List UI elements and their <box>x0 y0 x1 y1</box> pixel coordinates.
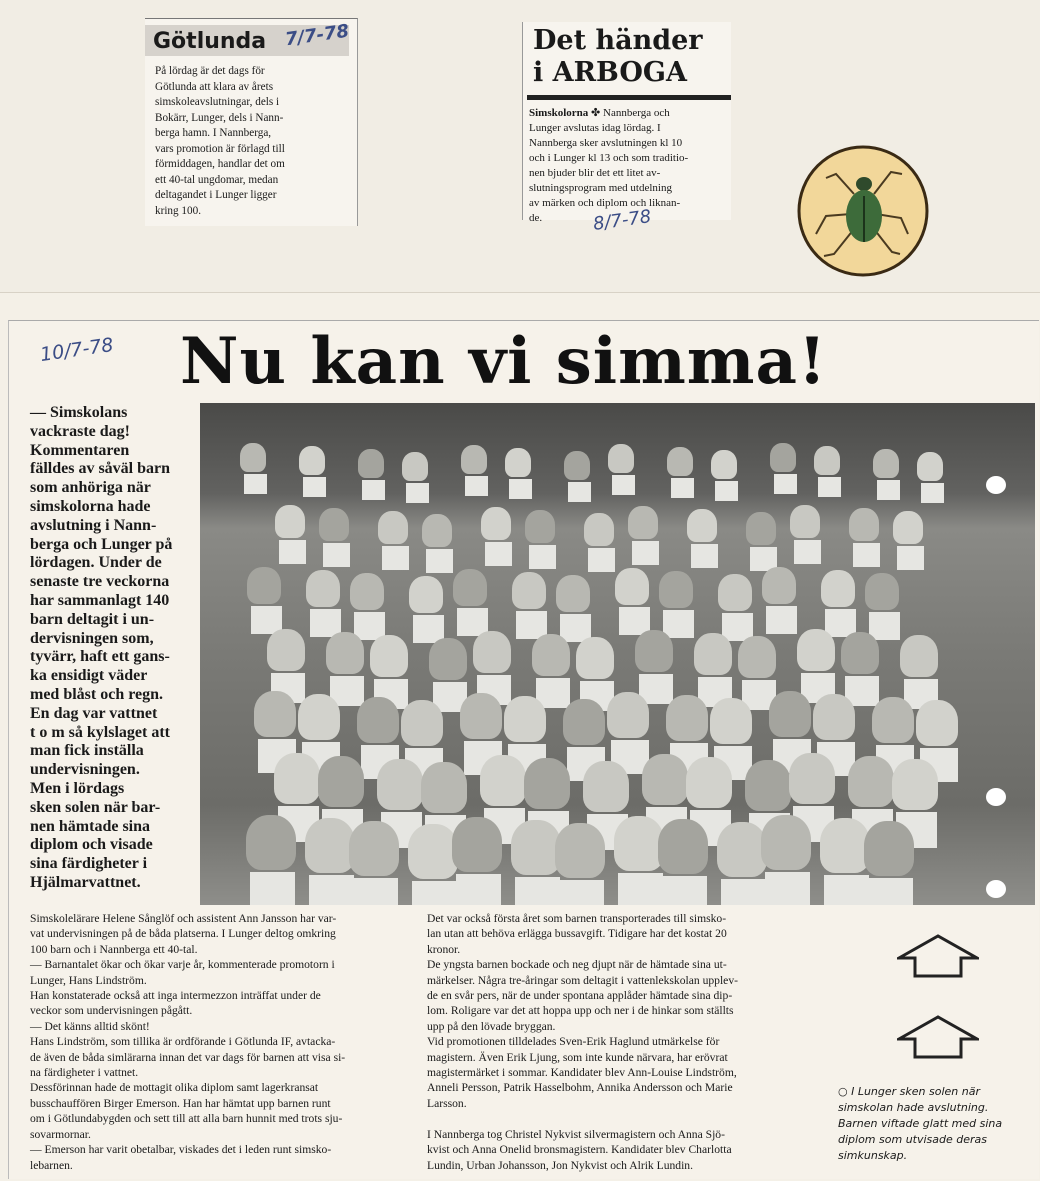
text-line: På lördag är det dags för <box>155 65 265 77</box>
headline: Nu kan vi simma! <box>180 324 828 399</box>
text-line: simskoleavslutningar, dels i <box>155 96 280 108</box>
text-line: Lunger, Hans Lindström. <box>30 973 147 987</box>
text-line: Nannberga sker avslutningen kl 10 <box>529 137 683 149</box>
child-figure <box>628 506 658 539</box>
text-line <box>427 1111 430 1126</box>
beetle-illustration-icon <box>796 144 930 278</box>
text-line: Men i lördags <box>30 779 125 797</box>
child-figure <box>864 821 914 876</box>
text-line: upp på den lövade bryggan. <box>427 1019 556 1033</box>
text-line: magistern. Även Erik Ljung, som inte kunde närvara, har erövrat <box>427 1050 728 1064</box>
diploma <box>412 881 457 905</box>
clipping-body <box>145 56 357 219</box>
text-line: slutningsprogram med utdelning <box>529 182 672 194</box>
child-figure <box>614 816 664 871</box>
text-line: av märken och diplom och liknan- <box>529 197 681 209</box>
child-figure <box>917 452 943 481</box>
text-line: ○ I Lunger sken solen när <box>838 1085 981 1098</box>
text-line: Dessförinnan hade de mottagit olika diplom samt lagerkransat <box>30 1081 319 1095</box>
child-figure <box>377 759 423 810</box>
diploma <box>715 481 738 502</box>
text-line: sovarmornar. <box>30 1127 91 1141</box>
text-line: Vid promotionen tilldelades Sven-Erik Haglund utmärkelse för <box>427 1035 720 1049</box>
text-line: Larsson. <box>427 1096 467 1110</box>
text-line: diplom och visade <box>30 836 153 854</box>
diploma <box>362 480 385 501</box>
child-figure <box>473 631 511 673</box>
child-figure <box>738 636 776 678</box>
text-line: Lunger avslutas idag lördag. I <box>529 122 661 134</box>
child-figure <box>402 452 428 481</box>
child-figure <box>761 815 811 870</box>
punch-hole <box>986 788 1006 806</box>
diploma <box>774 474 797 495</box>
child-figure <box>453 569 487 606</box>
diploma <box>921 483 944 504</box>
text-line: nen bjuder blir det ett litet av- <box>529 167 661 179</box>
child-figure <box>247 567 281 604</box>
text-line: tyvärr, haft ett gans- <box>30 648 170 666</box>
diploma <box>426 549 453 573</box>
clipping-body: Simskolorna ✤ Nannberga och Lunger avslutas idag lördag. I Nannberga sker avslutningen kl 10 och i Lunger kl 13 och som traditio- nen bjuder blir det ett litet av- slutningsprogram med utdelning av märken och diplom och liknan- de. <box>529 107 689 224</box>
text-line: Nannberga och <box>603 107 670 119</box>
text-line: deltagandet i Lunger ligger <box>155 189 277 201</box>
clipping-title <box>145 20 351 56</box>
child-figure <box>762 567 796 604</box>
child-figure <box>556 575 590 612</box>
child-figure <box>873 449 899 478</box>
child-figure <box>481 507 511 540</box>
text-line: 100 barn och i Nannberga ett 40-tal. <box>30 942 198 956</box>
text-line: na färdigheter i vattnet. <box>30 1066 139 1080</box>
child-figure <box>872 697 914 743</box>
text-line: Anneli Persson, Patrik Hasselbohm, Annika Andersson och Marie <box>427 1081 733 1095</box>
child-figure <box>746 512 776 545</box>
text-line: kronor. <box>427 942 461 956</box>
child-figure <box>511 820 561 875</box>
clipping-gotlunda <box>145 18 358 226</box>
child-figure <box>893 511 923 544</box>
diploma <box>691 544 718 568</box>
text-line: märkelser. Några tre-åringar som deltagit i vattenlekskolan upplev- <box>427 973 738 987</box>
text-line: — Det känns alltid skönt! <box>30 1019 150 1033</box>
diploma <box>456 874 501 905</box>
group-photo-children <box>200 403 1035 905</box>
text-line: magistermärket i sommar. Kandidater blev Ann-Louise Lindström, <box>427 1066 737 1080</box>
child-figure <box>504 696 546 742</box>
child-figure <box>892 759 938 810</box>
child-figure <box>814 446 840 475</box>
diploma <box>529 545 556 569</box>
text-line: vat undervisningen på de båda platserna. I Lunger deltog omkring <box>30 927 336 941</box>
arrow-up-icon <box>897 934 979 978</box>
text-line: dervisningen som, <box>30 629 154 647</box>
divider <box>527 95 731 100</box>
diploma <box>853 543 880 567</box>
child-figure <box>564 451 590 480</box>
text-line: Bokärr, Lunger, dels i Nann- <box>155 111 284 124</box>
text-line: Barnen viftade glatt med sina <box>838 1117 1003 1130</box>
child-figure <box>274 753 320 804</box>
text-line: nen hämtade sina <box>30 817 151 835</box>
text-line: lebarnen. <box>30 1158 73 1172</box>
diploma <box>279 540 306 564</box>
child-figure <box>409 576 443 613</box>
diploma <box>671 478 694 499</box>
diploma <box>568 482 591 503</box>
child-figure <box>849 508 879 541</box>
child-figure <box>524 758 570 809</box>
child-figure <box>267 629 305 671</box>
diploma <box>244 474 267 495</box>
text-line: förmiddagen, handlar det om <box>155 158 285 170</box>
child-figure <box>658 819 708 874</box>
child-figure <box>717 822 767 877</box>
diploma <box>663 610 694 637</box>
diploma <box>303 477 326 498</box>
arrow-up-icon <box>897 1015 979 1059</box>
text-line: ka ensidigt väder <box>30 667 148 685</box>
child-figure <box>525 510 555 543</box>
text-line: har sammanlagt 140 <box>30 591 170 609</box>
child-figure <box>584 513 614 546</box>
text-line: vackraste dag! <box>30 422 130 440</box>
text-line: simskolorna hade <box>30 497 151 515</box>
diploma <box>509 479 532 500</box>
punch-hole <box>986 476 1006 494</box>
child-figure <box>429 638 467 680</box>
text-line: berga och Lunger på <box>30 535 173 553</box>
child-figure <box>711 450 737 479</box>
child-figure <box>452 817 502 872</box>
text-line: sken solen när bar- <box>30 798 161 816</box>
text-line: busschauffören Birger Emerson. Han har hämtat upp barnen runt <box>30 1096 331 1110</box>
child-figure <box>916 700 958 746</box>
text-line: Lundin, Urban Johansson, Jon Nykvist och Alrik Lundin. <box>427 1158 693 1172</box>
child-figure <box>789 753 835 804</box>
child-figure <box>357 697 399 743</box>
child-figure <box>422 514 452 547</box>
text-line: sina färdigheter i <box>30 855 148 873</box>
diploma <box>406 483 429 504</box>
child-figure <box>865 573 899 610</box>
child-figure <box>687 509 717 542</box>
text-line: Kommentaren <box>30 441 130 459</box>
diploma <box>515 877 560 905</box>
child-figure <box>512 572 546 609</box>
child-figure <box>770 443 796 472</box>
child-figure <box>306 570 340 607</box>
text-line: kring 100. <box>155 204 201 217</box>
text-line: och i Lunger kl 13 och som traditio- <box>529 152 689 164</box>
article-column-1 <box>30 911 422 1173</box>
child-figure <box>718 574 752 611</box>
child-figure <box>358 449 384 478</box>
child-figure <box>298 694 340 740</box>
text-line: lördagen. Under de <box>30 554 162 572</box>
child-figure <box>769 691 811 737</box>
child-figure <box>820 818 870 873</box>
child-figure <box>900 635 938 677</box>
child-figure <box>305 818 355 873</box>
child-figure <box>666 695 708 741</box>
diploma <box>250 872 295 905</box>
text-line: lom. Roligare var det att hoppa upp och ner i de hinkar som ställts <box>427 1004 734 1018</box>
text-line: I Nannberga tog Christel Nykvist silvermagistern och Anna Sjö- <box>427 1127 725 1141</box>
child-figure <box>813 694 855 740</box>
clipping-arboga <box>522 22 731 235</box>
title-text: Götlunda <box>153 29 267 54</box>
text-line: kvist och Anna Onelid bronsmagistern. Kandidater blev Charlotta <box>427 1143 732 1157</box>
text-line: De yngsta barnen bockade och neg djupt när de hämtade sina ut- <box>427 958 727 972</box>
text-line: berga hamn. I Nannberga, <box>155 127 272 139</box>
child-figure <box>326 632 364 674</box>
diploma <box>559 880 604 905</box>
text-line: undervisningen. <box>30 761 140 779</box>
text-line: som anhöriga när <box>30 479 151 497</box>
child-figure <box>667 447 693 476</box>
child-figure <box>401 700 443 746</box>
child-figure <box>370 635 408 677</box>
child-figure <box>555 823 605 878</box>
child-figure <box>318 756 364 807</box>
child-figure <box>841 632 879 674</box>
photo-caption <box>838 1084 1033 1164</box>
diploma <box>868 878 913 905</box>
child-figure <box>275 505 305 538</box>
child-figure <box>240 443 266 472</box>
punch-hole <box>986 880 1006 898</box>
diploma <box>618 873 663 905</box>
child-figure <box>299 446 325 475</box>
child-figure <box>532 634 570 676</box>
text-line: de. <box>529 212 543 224</box>
text-line: avslutning i Nann- <box>30 516 157 534</box>
child-figure <box>563 699 605 745</box>
diploma <box>309 875 354 905</box>
diploma <box>612 475 635 496</box>
child-figure <box>583 761 629 812</box>
diploma <box>869 612 900 639</box>
child-figure <box>246 815 296 870</box>
text-line: t o m så kylslaget att <box>30 723 170 741</box>
child-figure <box>745 760 791 811</box>
text-line: Simskolelärare Helene Sånglöf och assistent Ann Jansson har var- <box>30 912 337 925</box>
lead-word: Simskolorna <box>529 107 589 119</box>
child-figure <box>378 511 408 544</box>
child-figure <box>797 629 835 671</box>
child-figure <box>608 444 634 473</box>
title-line: Det händer <box>533 25 703 56</box>
text-line: senaste tre veckorna <box>30 573 170 591</box>
diploma <box>382 546 409 570</box>
diploma <box>632 541 659 565</box>
clipping-title <box>523 22 731 89</box>
text-line: med blåst och regn. <box>30 685 164 703</box>
diploma <box>824 875 869 905</box>
diploma <box>588 548 615 572</box>
child-figure <box>461 445 487 474</box>
text-line: ett 40-tal ungdomar, medan <box>155 173 279 186</box>
diploma <box>877 480 900 501</box>
child-figure <box>635 630 673 672</box>
text-line: — Simskolans <box>30 404 128 421</box>
text-line: — Barnantalet ökar och ökar varje år, kommenterade promotorn i <box>30 958 335 972</box>
text-line: Hans Lindström, som tillika är ordförande i Götlunda IF, avtacka- <box>30 1035 336 1049</box>
text-line: fälldes av såväl barn <box>30 460 171 478</box>
title-line: i ARBOGA <box>533 57 687 88</box>
text-line: Det var också första året som barnen transporterades till simsko- <box>427 912 727 925</box>
child-figure <box>694 633 732 675</box>
text-line: En dag var vattnet <box>30 704 158 722</box>
child-figure <box>615 568 649 605</box>
child-figure <box>821 570 855 607</box>
child-figure <box>349 821 399 876</box>
text-line: Han konstaterade också att inga intermezzon inträffat under de <box>30 989 321 1003</box>
child-figure <box>710 698 752 744</box>
text-line: simskolan hade avslutning. <box>838 1101 989 1114</box>
text-line: barn deltagit i un- <box>30 610 155 628</box>
diploma <box>323 543 350 567</box>
diploma <box>765 872 810 905</box>
diploma <box>897 546 924 570</box>
handwritten-date: 7/7-78 <box>283 20 351 51</box>
child-figure <box>460 693 502 739</box>
diploma <box>485 542 512 566</box>
diploma <box>353 878 398 905</box>
text-line: de även de båda simlärarna innan det var dags för barnen att visa si- <box>30 1050 346 1064</box>
child-figure <box>659 571 693 608</box>
text-line: veckor som undervisningen pågått. <box>30 1004 193 1018</box>
diploma <box>721 879 766 905</box>
child-figure <box>421 762 467 813</box>
child-figure <box>480 755 526 806</box>
child-figure <box>505 448 531 477</box>
diploma <box>465 476 488 497</box>
text-line: om i Götlundabygden och sett till att alla barn hunnit med trots sju- <box>30 1112 343 1126</box>
text-line: diplom som utvisade deras <box>838 1133 988 1146</box>
child-figure <box>607 692 649 738</box>
diploma <box>794 540 821 564</box>
child-figure <box>319 508 349 541</box>
handwritten-date: 10/7-78 <box>38 333 115 367</box>
child-figure <box>350 573 384 610</box>
text-line: simkunskap. <box>838 1149 908 1162</box>
text-line: — Emerson har varit obetalbar, viskades det i leden runt simsko- <box>30 1143 332 1157</box>
diploma <box>818 477 841 498</box>
diploma <box>766 606 797 633</box>
handwritten-date: 8/7-78 <box>591 206 653 235</box>
text-line: vars promotion är förlagd till <box>155 142 285 155</box>
child-figure <box>790 505 820 538</box>
text-line: lan utan att behöva erlägga bussavgift. Tidigare har det kostat 20 <box>427 927 727 941</box>
article-intro <box>30 404 196 893</box>
text-line: man fick inställa <box>30 742 144 760</box>
child-figure <box>642 754 688 805</box>
child-figure <box>408 824 458 879</box>
child-figure <box>848 756 894 807</box>
child-figure <box>686 757 732 808</box>
child-figure <box>254 691 296 737</box>
text-line: Hjälmarvattnet. <box>30 873 141 891</box>
diploma <box>662 876 707 905</box>
child-figure <box>576 637 614 679</box>
article-column-2 <box>427 911 747 1173</box>
text-line: de en svår pers, när de under spontana applåder hämtade sina dip- <box>427 989 733 1003</box>
text-line: Götlunda att klara av årets <box>155 80 274 93</box>
